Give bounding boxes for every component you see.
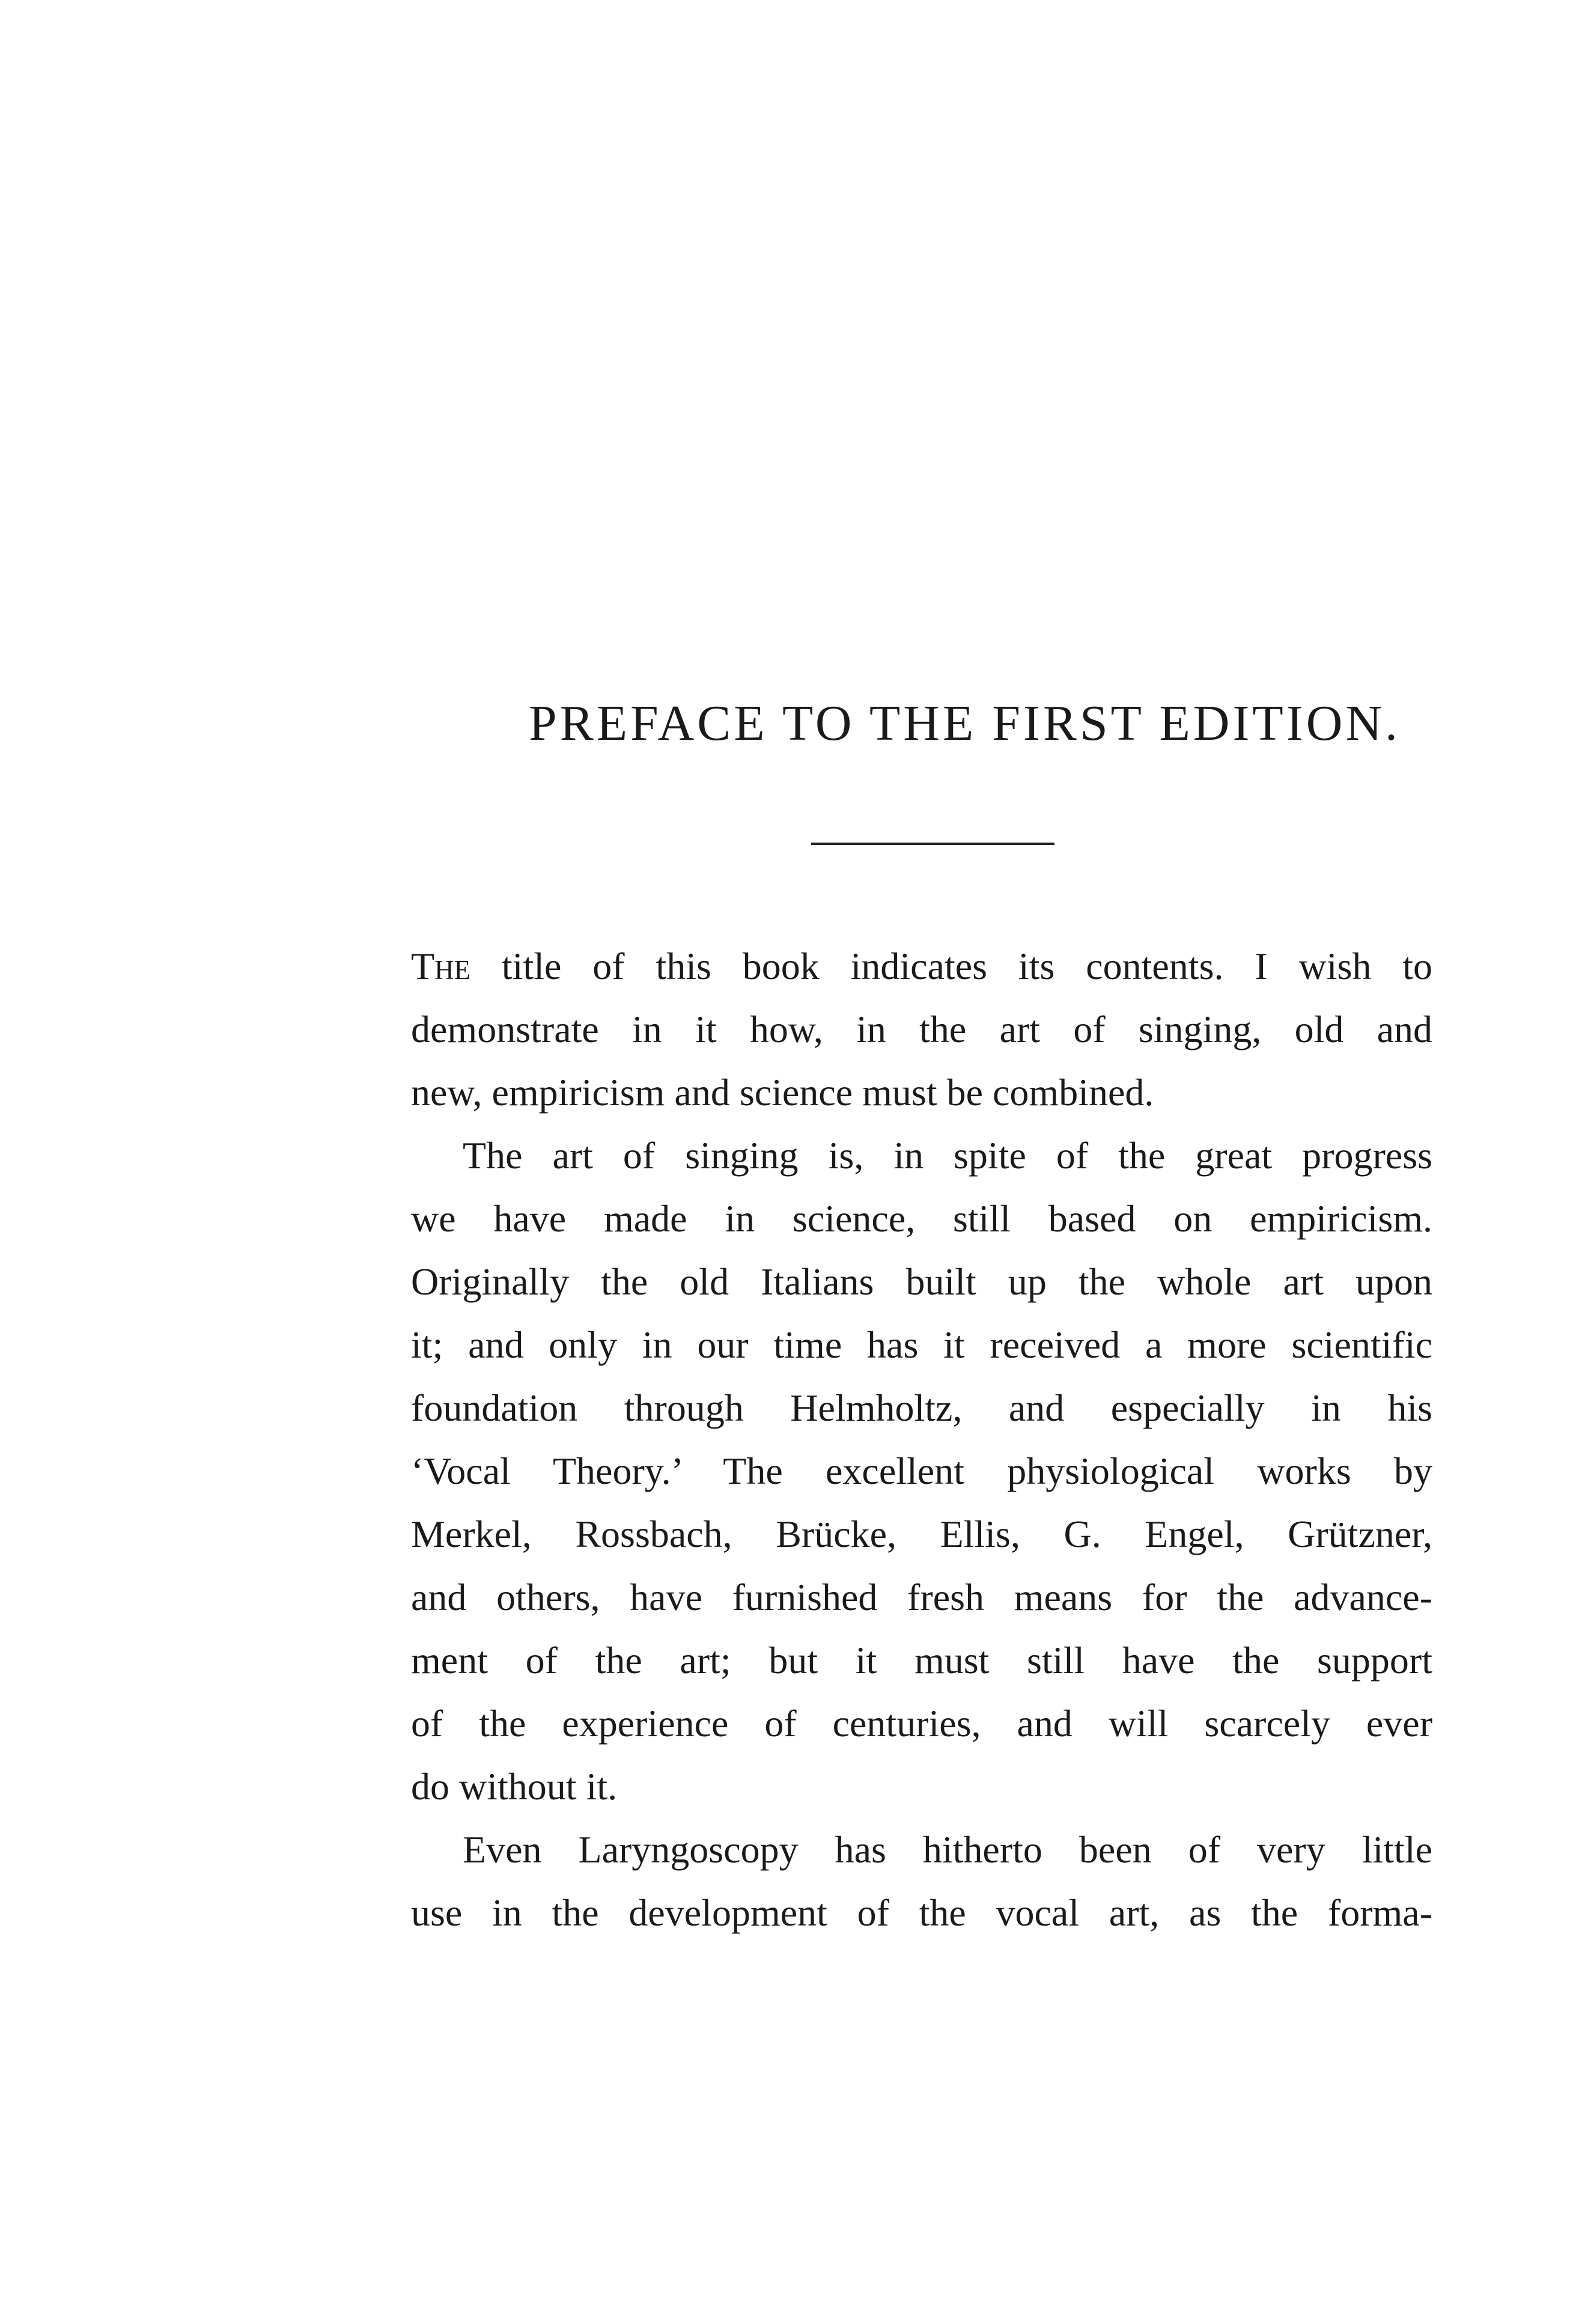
- text-line: we have made in science, still based on empiricism.: [411, 1197, 1432, 1240]
- text-line: ment of the art; but it must still have the support: [411, 1639, 1432, 1682]
- text-line: and others, have furnished fresh means for the advance-: [411, 1576, 1432, 1618]
- paragraph-1: [411, 935, 1432, 1124]
- text-line: foundation through Helmholtz, and especially in his: [411, 1386, 1432, 1429]
- paragraph-3: [411, 1818, 1432, 1944]
- text-line-rest: title of this book indicates its contents. I wish to: [470, 945, 1432, 987]
- text-line: The art of singing is, in spite of the great progress: [463, 1134, 1432, 1177]
- preface-body: [411, 935, 1432, 1944]
- text-line: Merkel, Rossbach, Brücke, Ellis, G. Engel, Grützner,: [411, 1513, 1432, 1555]
- text-line: demonstrate in it how, in the art of singing, old and: [411, 1008, 1432, 1051]
- text-line: use in the development of the vocal art, as the forma-: [411, 1891, 1432, 1934]
- text-line: do without it.: [411, 1765, 618, 1808]
- title-divider: [811, 843, 1054, 845]
- page-title: PREFACE TO THE FIRST EDITION.: [529, 695, 1401, 751]
- paragraph-2: [411, 1124, 1432, 1818]
- text-line: Originally the old Italians built up the whole art upon: [411, 1260, 1432, 1303]
- text-line: it; and only in our time has it received a more scientific: [411, 1323, 1432, 1366]
- text-line: ‘Vocal Theory.’ The excellent physiological works by: [411, 1450, 1432, 1492]
- text-line: [411, 935, 1432, 998]
- lead-word: The: [411, 945, 471, 987]
- text-line: Even Laryngoscopy has hitherto been of very little: [463, 1828, 1432, 1871]
- text-line: new, empiricism and science must be combined.: [411, 1071, 1154, 1114]
- text-line: of the experience of centuries, and will scarcely ever: [411, 1702, 1432, 1745]
